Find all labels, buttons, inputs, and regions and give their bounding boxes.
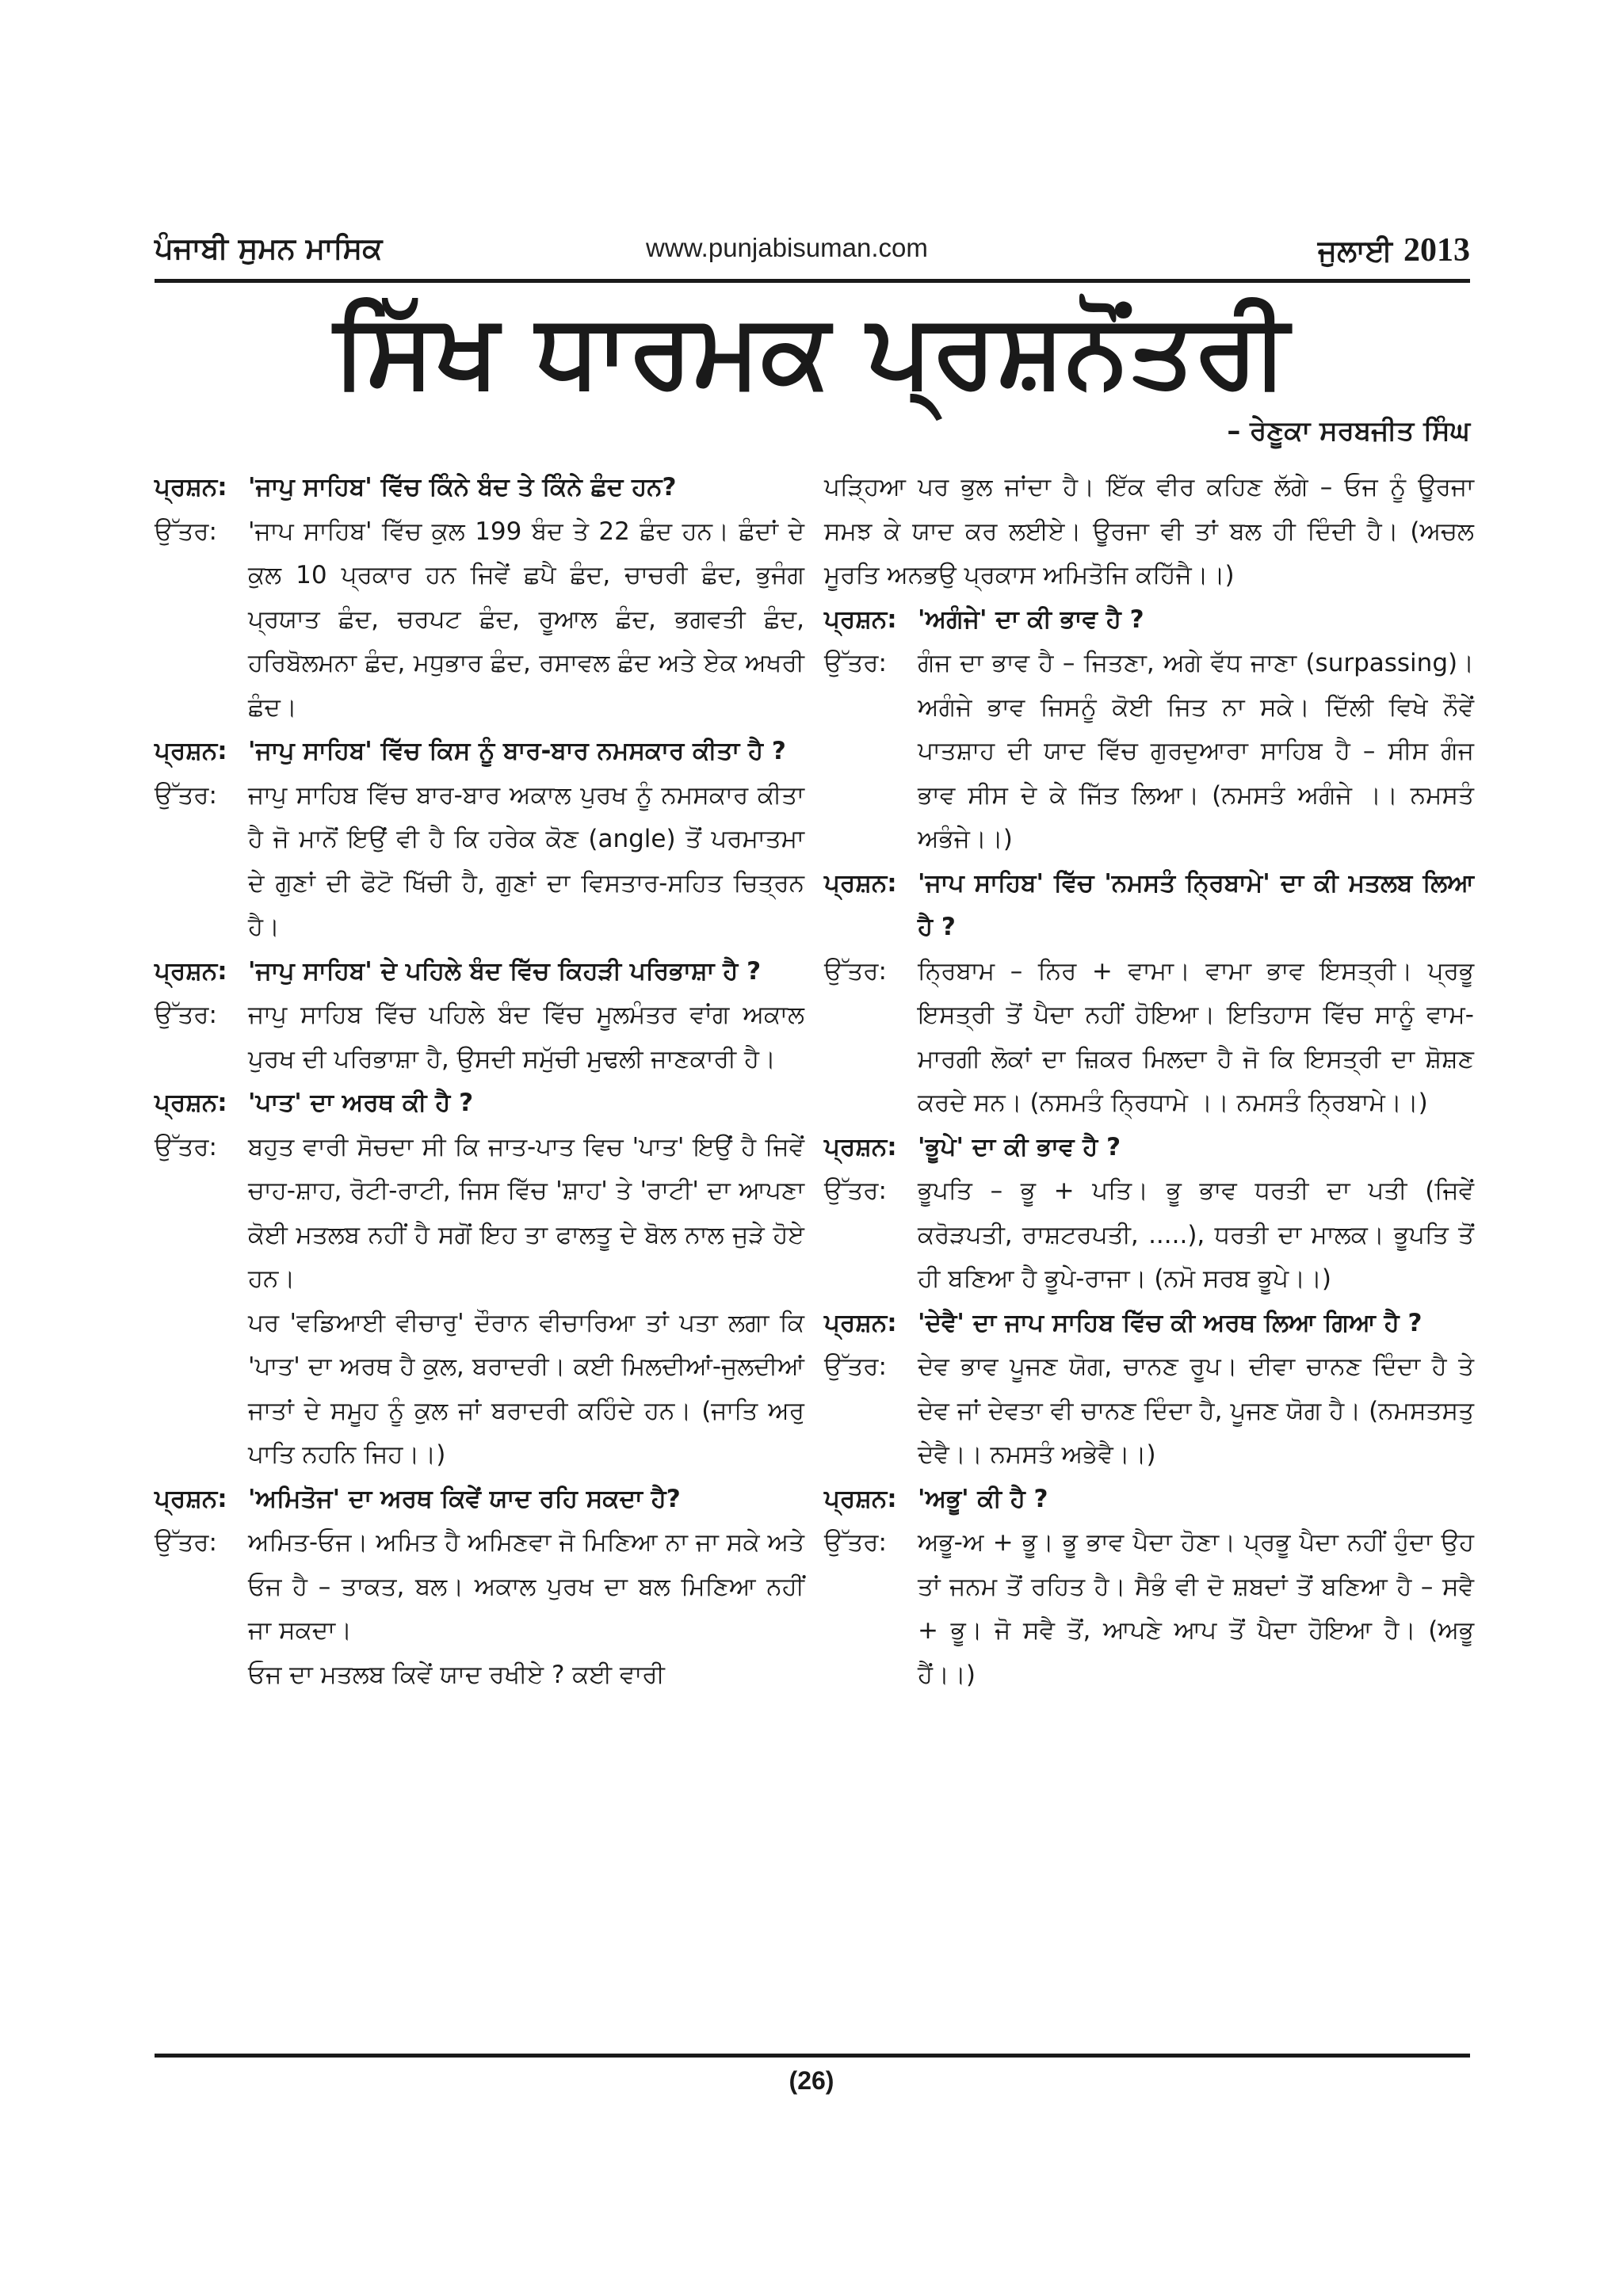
question-text: 'ਪਾਤ' ਦਾ ਅਰਥ ਕੀ ਹੈ ?: [248, 1089, 474, 1117]
footer-rule: [155, 2054, 1470, 2058]
answer-text: ਨ੍ਰਿਬਾਮ – ਨਿਰ + ਵਾਮਾ। ਵਾਮਾ ਭਾਵ ਇਸਤ੍ਰੀ। ਪ੍ਰਭੂ ਇਸਤ੍ਰੀ ਤੋਂ ਪੈਦਾ ਨਹੀਂ ਹੋਇਆ। ਇਤਿਹਾਸ ਵਿੱਚ ਸਾਨੂੰ ਵਾਮ-ਮਾਰਗੀ ਲੋਕਾਂ ਦਾ ਜ਼ਿਕਰ ਮਿਲਦਾ ਹੈ ਜੋ ਕਿ ਇਸਤ੍ਰੀ ਦਾ ਸ਼ੋਸ਼ਣ ਕਰਦੇ ਸਨ। (ਨਸਮਤੰ ਨ੍ਰਿਧਾਮੇ ।। ਨਮਸਤੰ ਨ੍ਰਿਬਾਮੇ।।): [918, 956, 1474, 1117]
question-text: 'ਜਾਪੁ ਸਾਹਿਬ' ਵਿੱਚ ਕਿੰਨੇ ਬੰਦ ਤੇ ਕਿੰਨੇ ਛੰਦ ਹਨ?: [248, 473, 677, 502]
question-label: ਪ੍ਰਸ਼ਨ:: [155, 473, 227, 502]
question: [155, 1478, 804, 1522]
answer-label: ਉੱਤਰ:: [824, 1528, 887, 1557]
answer-label: ਉੱਤਰ:: [155, 517, 217, 546]
issue-month: ਜੁਲਾਈ: [1317, 234, 1392, 268]
question-text: 'ਅਭੂ' ਕੀ ਹੈ ?: [918, 1484, 1048, 1513]
question-label: ਪ੍ਰਸ਼ਨ:: [155, 737, 227, 765]
answer-text: ਜਾਪੁ ਸਾਹਿਬ ਵਿੱਚ ਬਾਰ-ਬਾਰ ਅਕਾਲ ਪੁਰਖ ਨੂੰ ਨਮਸਕਾਰ ਕੀਤਾ ਹੈ ਜੋ ਮਾਨੋਂ ਇਉਂ ਵੀ ਹੈ ਕਿ ਹਰੇਕ ਕੋਣ (angle) ਤੋਂ ਪਰਮਾਤਮਾ ਦੇ ਗੁਣਾਂ ਦੀ ਫੋਟੋ ਖਿੱਚੀ ਹੈ, ਗੁਣਾਂ ਦਾ ਵਿਸਤਾਰ-ਸਹਿਤ ਚਿਤ੍ਰਨ ਹੈ।: [248, 780, 804, 941]
question-text: 'ਅਮਿਤੋਜ' ਦਾ ਅਰਥ ਕਿਵੇਂ ਯਾਦ ਰਹਿ ਸਕਦਾ ਹੈ?: [248, 1484, 681, 1513]
answer: [824, 1345, 1474, 1478]
answer-label: ਉੱਤਰ:: [824, 956, 887, 986]
answer-text: ਭੂਪਤਿ – ਭੂ + ਪਤਿ। ਭੂ ਭਾਵ ਧਰਤੀ ਦਾ ਪਤੀ (ਜਿਵੇਂ ਕਰੋੜਪਤੀ, ਰਾਸ਼ਟਰਪਤੀ, .....), ਧਰਤੀ ਦਾ ਮਾਲਕ। ਭੂਪਤਿ ਤੋਂ ਹੀ ਬਣਿਆ ਹੈ ਭੂਪੇ-ਰਾਜਾ। (ਨਮੋ ਸਰਬ ਭੂਪੇ।।): [918, 1177, 1474, 1293]
left-column: [155, 466, 804, 1697]
website-url: www.punjabisuman.com: [646, 233, 928, 262]
page-header: [155, 227, 1470, 279]
answer-paragraph: ਓਜ ਦਾ ਮਤਲਬ ਕਿਵੇਂ ਯਾਦ ਰਖੀਏ ? ਕਈ ਵਾਰੀ: [248, 1660, 665, 1689]
answer-text: ਅਮਿਤ-ਓਜ। ਅਮਿਤ ਹੈ ਅਮਿਣਵਾ ਜੋ ਮਿਣਿਆ ਨਾ ਜਾ ਸਕੇ ਅਤੇ ਓਜ ਹੈ – ਤਾਕਤ, ਬਲ। ਅਕਾਲ ਪੁਰਖ ਦਾ ਬਲ ਮਿਣਿਆ ਨਹੀਂ ਜਾ ਸਕਦਾ।: [248, 1528, 804, 1645]
question-text: 'ਭੂਪੇ' ਦਾ ਕੀ ਭਾਵ ਹੈ ?: [918, 1132, 1121, 1161]
question-label: ਪ੍ਰਸ਼ਨ:: [155, 1089, 227, 1117]
article-author: – ਰੇਣੂਕਾ ਸਰਬਜੀਤ ਸਿੰਘ: [1227, 415, 1470, 447]
answer: [155, 1521, 804, 1653]
question-label: ਪ੍ਰਸ਼ਨ:: [155, 1484, 227, 1513]
answer-text: ਗੰਜ ਦਾ ਭਾਵ ਹੈ – ਜਿਤਣਾ, ਅਗੇ ਵੱਧ ਜਾਣਾ (surpassing)। ਅਗੰਜੇ ਭਾਵ ਜਿਸਨੂੰ ਕੋਈ ਜਿਤ ਨਾ ਸਕੇ। ਦਿੱਲੀ ਵਿਖੇ ਨੌਵੇਂ ਪਾਤਸ਼ਾਹ ਦੀ ਯਾਦ ਵਿੱਚ ਗੁਰਦੁਆਰਾ ਸਾਹਿਬ ਹੈ – ਸੀਸ ਗੰਜ ਭਾਵ ਸੀਸ ਦੇ ਕੇ ਜਿੱਤ ਲਿਆ। (ਨਮਸਤੰ ਅਗੰਜੇ ।। ਨਮਸਤੰ ਅਭੰਜੇ।।): [918, 649, 1474, 853]
question-label: ਪ੍ਰਸ਼ਨ:: [155, 956, 227, 986]
answer: [824, 1521, 1474, 1697]
answer-label: ਉੱਤਰ:: [155, 780, 217, 810]
question: [824, 862, 1474, 950]
answer-label: ਉੱਤਰ:: [824, 1352, 887, 1381]
question: [824, 1478, 1474, 1522]
header-rule: [155, 279, 1470, 283]
question-label: ਪ੍ਰਸ਼ਨ:: [824, 868, 897, 898]
answer: [155, 774, 804, 950]
question-label: ਪ੍ਰਸ਼ਨ:: [824, 1132, 897, 1161]
question: [155, 950, 804, 994]
question-text: 'ਦੇਵੈ' ਦਾ ਜਾਪ ਸਾਹਿਬ ਵਿੱਚ ਕੀ ਅਰਥ ਲਿਆ ਗਿਆ ਹੈ ?: [918, 1308, 1423, 1337]
question: [155, 466, 804, 510]
answer-text: ਬਹੁਤ ਵਾਰੀ ਸੋਚਦਾ ਸੀ ਕਿ ਜਾਤ-ਪਾਤ ਵਿਚ 'ਪਾਤ' ਇਉਂ ਹੈ ਜਿਵੇਂ ਚਾਹ-ਸ਼ਾਹ, ਰੋਟੀ-ਰਾਟੀ, ਜਿਸ ਵਿੱਚ 'ਸ਼ਾਹ' ਤੇ 'ਰਾਟੀ' ਦਾ ਆਪਣਾ ਕੋਈ ਮਤਲਬ ਨਹੀਂ ਹੈ ਸਗੋਂ ਇਹ ਤਾ ਫਾਲਤੂ ਦੇ ਬੋਲ ਨਾਲ ਜੁੜੇ ਹੋਏ ਹਨ।: [248, 1132, 804, 1293]
answer-label: ਉੱਤਰ:: [824, 649, 887, 677]
answer-label: ਉੱਤਰ:: [824, 1177, 887, 1205]
question-text: 'ਅਗੰਜੇ' ਦਾ ਕੀ ਭਾਵ ਹੈ ?: [918, 605, 1144, 634]
answer: [824, 642, 1474, 862]
magazine-name: ਪੰਜਾਬੀ ਸੁਮਨ ਮਾਸਿਕ: [155, 231, 383, 265]
question: [155, 730, 804, 774]
answer: [155, 510, 804, 730]
answer: [824, 1169, 1474, 1302]
question-text: 'ਜਾਪੁ ਸਾਹਿਬ' ਦੇ ਪਹਿਲੇ ਬੰਦ ਵਿੱਚ ਕਿਹੜੀ ਪਰਿਭਾਸ਼ਾ ਹੈ ?: [248, 956, 762, 986]
question-label: ਪ੍ਰਸ਼ਨ:: [824, 605, 897, 634]
right-column: [824, 466, 1474, 1697]
answer: [155, 994, 804, 1081]
answer-label: ਉੱਤਰ:: [155, 1528, 217, 1557]
answer-paragraph: ਪਰ 'ਵਡਿਆਈ ਵੀਚਾਰੁ' ਦੌਰਾਨ ਵੀਚਾਰਿਆ ਤਾਂ ਪਤਾ ਲਗਾ ਕਿ 'ਪਾਤ' ਦਾ ਅਰਥ ਹੈ ਕੁਲ, ਬਰਾਦਰੀ। ਕਈ ਮਿਲਦੀਆਂ-ਜੁਲਦੀਆਂ ਜਾਤਾਂ ਦੇ ਸਮੂਹ ਨੂੰ ਕੁਲ ਜਾਂ ਬਰਾਦਰੀ ਕਹਿੰਦੇ ਹਨ। (ਜਾਤਿ ਅਰੁ ਪਾਤਿ ਨਹਨਿ ਜਿਹ।।): [248, 1308, 804, 1469]
answer-text: ਦੇਵ ਭਾਵ ਪੂਜਣ ਯੋਗ, ਚਾਨਣ ਰੂਪ। ਦੀਵਾ ਚਾਨਣ ਦਿੰਦਾ ਹੈ ਤੇ ਦੇਵ ਜਾਂ ਦੇਵਤਾ ਵੀ ਚਾਨਣ ਦਿੰਦਾ ਹੈ, ਪੂਜਣ ਯੋਗ ਹੈ। (ਨਮਸਤਸਤੁ ਦੇਵੈ।। ਨਮਸਤੰ ਅਭੇਵੈ।।): [918, 1352, 1474, 1469]
question-text: 'ਜਾਪ ਸਾਹਿਬ' ਵਿੱਚ 'ਨਮਸਤੰ ਨ੍ਰਿਬਾਮੇ' ਦਾ ਕੀ ਮਤਲਬ ਲਿਆ ਹੈ ?: [918, 868, 1474, 941]
question-text: 'ਜਾਪੁ ਸਾਹਿਬ' ਵਿੱਚ ਕਿਸ ਨੂੰ ਬਾਰ-ਬਾਰ ਨਮਸਕਾਰ ਕੀਤਾ ਹੈ ?: [248, 737, 786, 765]
question: [824, 1126, 1474, 1170]
answer-text: ਅਭੂ-ਅ + ਭੂ। ਭੂ ਭਾਵ ਪੈਦਾ ਹੋਣਾ। ਪ੍ਰਭੂ ਪੈਦਾ ਨਹੀਂ ਹੁੰਦਾ ਉਹ ਤਾਂ ਜਨਮ ਤੋਂ ਰਹਿਤ ਹੈ। ਸੈਭੰ ਵੀ ਦੋ ਸ਼ਬਦਾਂ ਤੋਂ ਬਣਿਆ ਹੈ – ਸਵੈ + ਭੂ। ਜੋ ਸਵੈ ਤੋਂ, ਆਪਣੇ ਆਪ ਤੋਂ ਪੈਦਾ ਹੋਇਆ ਹੈ। (ਅਭੂ ਹੈਂ।।): [918, 1528, 1474, 1689]
answer-text: ਜਾਪੁ ਸਾਹਿਬ ਵਿੱਚ ਪਹਿਲੇ ਬੰਦ ਵਿੱਚ ਮੂਲਮੰਤਰ ਵਾਂਗ ਅਕਾਲ ਪੁਰਖ ਦੀ ਪਰਿਭਾਸ਼ਾ ਹੈ, ਉਸਦੀ ਸਮੁੱਚੀ ਮੁਢਲੀ ਜਾਣਕਾਰੀ ਹੈ।: [248, 1001, 804, 1074]
answer: [155, 1126, 804, 1302]
question-label: ਪ੍ਰਸ਼ਨ:: [824, 1484, 897, 1513]
page-number: (26): [789, 2066, 834, 2095]
question: [824, 1302, 1474, 1346]
question-label: ਪ੍ਰਸ਼ਨ:: [824, 1308, 897, 1337]
answer: [824, 950, 1474, 1126]
question: [155, 1081, 804, 1126]
answer-label: ਉੱਤਰ:: [155, 1132, 217, 1161]
issue-date: [1318, 231, 1470, 269]
issue-year: 2013: [1403, 232, 1470, 269]
question: [824, 598, 1474, 643]
article-title: ਸਿੱਖ ਧਾਰਮਕ ਪ੍ਰਸ਼ਨੋਂਤਰੀ: [334, 292, 1289, 410]
answer-label: ਉੱਤਰ:: [155, 1001, 217, 1029]
answer-text: 'ਜਾਪ ਸਾਹਿਬ' ਵਿੱਚ ਕੁਲ 199 ਬੰਦ ਤੇ 22 ਛੰਦ ਹਨ। ਛੰਦਾਂ ਦੇ ਕੁਲ 10 ਪ੍ਰਕਾਰ ਹਨ ਜਿਵੇਂ ਛਪੈ ਛੰਦ, ਚਾਚਰੀ ਛੰਦ, ਭੁਜੰਗ ਪ੍ਰਯਾਤ ਛੰਦ, ਚਰਪਟ ਛੰਦ, ਰੂਆਲ ਛੰਦ, ਭਗਵਤੀ ਛੰਦ, ਹਰਿਬੋਲਮਨਾ ਛੰਦ, ਮਧੁਭਾਰ ਛੰਦ, ਰਸਾਵਲ ਛੰਦ ਅਤੇ ਏਕ ਅਖਰੀ ਛੰਦ।: [248, 517, 804, 722]
answer-continuation: ਪੜ੍ਹਿਆ ਪਰ ਭੁਲ ਜਾਂਦਾ ਹੈ। ਇੱਕ ਵੀਰ ਕਹਿਣ ਲੱਗੇ – ਓਜ ਨੂੰ ਊਰਜਾ ਸਮਝ ਕੇ ਯਾਦ ਕਰ ਲਈਏ। ਊਰਜਾ ਵੀ ਤਾਂ ਬਲ ਹੀ ਦਿੰਦੀ ਹੈ। (ਅਚਲ ਮੂਰਤਿ ਅਨਭਉ ਪ੍ਰਕਾਸ ਅਮਿਤੋਜਿ ਕਹਿੱਜੈ।।): [824, 473, 1474, 589]
